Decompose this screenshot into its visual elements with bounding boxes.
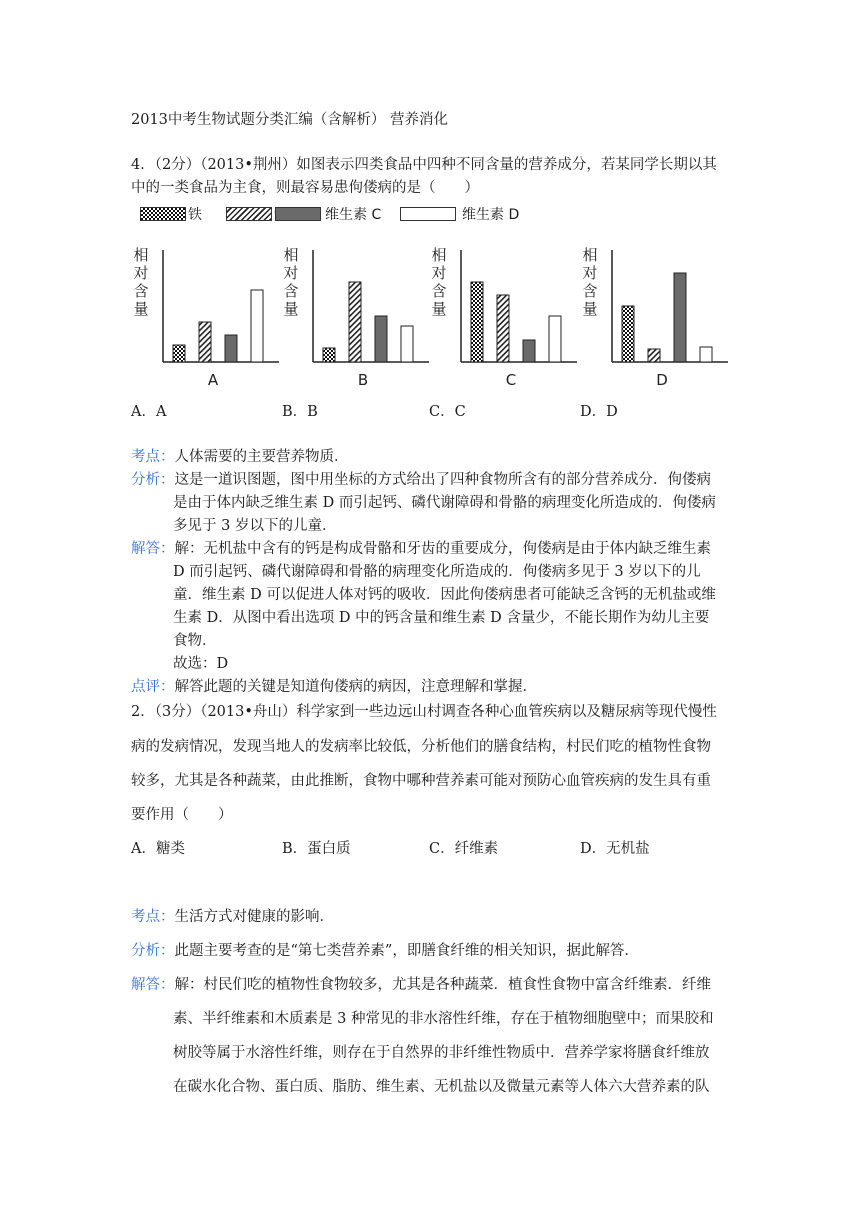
q1-jieda-line2: D 而引起钙、磷代谢障碍和骨骼的病理变化所造成的．佝偻病多见于 3 岁以下的儿 <box>173 564 701 580</box>
q2-jieda-line2: 素、半纤维素和木质素是 3 种常见的非水溶性纤维，存在于植物细胞壁中；而果胶和 <box>173 1011 714 1027</box>
y-axis-label: 对 <box>283 264 299 282</box>
y-axis-label: 含 <box>582 282 598 300</box>
bar-1 <box>471 282 483 362</box>
q1-jieda-line1 <box>131 537 711 558</box>
q1-dianping <box>131 675 537 696</box>
bar-2 <box>648 349 660 362</box>
q2-kaodian <box>131 905 334 926</box>
y-axis-label: 相 <box>431 246 447 264</box>
bar-4 <box>401 326 413 362</box>
q2-fenxi <box>131 939 639 960</box>
q1-stem-line1: 4．（2分）（2013•荆州）如图表示四类食品中四种不同含量的营养成分，若某同学长期以其 <box>131 157 717 173</box>
document-title: 2013中考生物试题分类汇编（含解析） 营养消化 <box>131 112 449 128</box>
q2-stem-line4: 要作用（ ） <box>131 807 233 823</box>
y-axis-label: 相 <box>283 246 299 264</box>
fenxi-label: 分析： <box>131 472 175 488</box>
legend-label: 维生素 D <box>462 207 520 223</box>
q1-fenxi-line3: 多见于 3 岁以下的儿童． <box>173 518 337 534</box>
fenxi-text: 此题主要考查的是“第七类营养素”，即膳食纤维的相关知识，据此解答． <box>174 943 639 959</box>
dianping-label: 点评： <box>131 679 175 695</box>
y-axis-label: 对 <box>133 264 149 282</box>
panel-label: A <box>207 371 219 389</box>
panel-label: D <box>656 371 668 389</box>
bar-3 <box>375 316 387 362</box>
fenxi-text: 这是一道识图题，图中用坐标的方式给出了四种食物所含有的部分营养成分．佝偻病 <box>174 472 711 488</box>
y-axis-label: 量 <box>582 300 598 318</box>
chart-panel-c <box>431 246 577 389</box>
q2-jieda-line4: 在碳水化合物、蛋白质、脂肪、维生素、无机盐以及微量元素等人体六大营养素的队 <box>173 1079 710 1095</box>
bar-4 <box>549 316 561 362</box>
chart-panel-d <box>582 246 728 389</box>
q1-jieda-line5: 食物． <box>173 633 217 649</box>
y-axis-label: 相 <box>133 246 149 264</box>
bar-3 <box>674 273 686 362</box>
nutrient-bar-charts <box>125 240 755 400</box>
q2-jieda-line3: 树胶等属于水溶性纤维，则存在于自然界的非纤维性物质中．营养学家将膳食纤维放 <box>173 1045 710 1061</box>
bar-3 <box>225 335 237 362</box>
kaodian-text: 生活方式对健康的影响． <box>174 909 334 925</box>
y-axis-label: 量 <box>133 300 149 318</box>
legend-swatch-solid-icon <box>275 207 321 221</box>
q1-answer: 故选：D <box>173 656 229 672</box>
y-axis-label: 相 <box>582 246 598 264</box>
q2-option-a[interactable]: A．糖类 <box>131 841 185 857</box>
q1-fenxi-line1 <box>131 468 711 489</box>
q2-stem-line1: 2．（3分）（2013•舟山）科学家到一些边远山村调查各种心血管疾病以及糖尿病等现代慢性 <box>131 704 717 720</box>
bar-1 <box>173 345 185 362</box>
q1-jieda-line4: 生素 D．从图中看出选项 D 中的钙含量和维生素 D 含量少，不能长期作为幼儿主要 <box>173 610 710 626</box>
bar-1 <box>622 306 634 362</box>
chart-panel-b <box>283 246 429 389</box>
chart-panel-a <box>133 246 279 389</box>
q1-option-a[interactable]: A．A <box>131 404 167 420</box>
fenxi-label: 分析： <box>131 943 175 959</box>
legend-swatch-empty-icon <box>400 207 456 221</box>
dianping-text: 解答此题的关键是知道佝偻病的病因，注意理解和掌握． <box>174 679 537 695</box>
bar-2 <box>497 295 509 362</box>
q1-kaodian <box>131 445 349 466</box>
jieda-text: 解：无机盐中含有的钙是构成骨骼和牙齿的重要成分，佝偻病是由于体内缺乏维生素 <box>174 541 711 557</box>
q1-stem-line2: 中的一类食品为主食，则最容易患佝偻病的是（ ） <box>131 180 479 196</box>
y-axis-label: 对 <box>431 264 447 282</box>
panel-label: C <box>505 371 517 389</box>
y-axis-label: 量 <box>283 300 299 318</box>
y-axis-label: 含 <box>431 282 447 300</box>
kaodian-label: 考点： <box>131 909 175 925</box>
legend-swatch-hatch-icon <box>226 207 272 221</box>
q1-jieda-line3: 童．维生素 D 可以促进人体对钙的吸收．因此佝偻病患者可能缺乏含钙的无机盐或维 <box>173 587 716 603</box>
y-axis-label: 对 <box>582 264 598 282</box>
q2-stem-line2: 病的发病情况，发现当地人的发病率比较低，分析他们的膳食结构，村民们吃的植物性食物 <box>131 739 711 755</box>
bar-4 <box>700 347 712 362</box>
q2-option-c[interactable]: C．纤维素 <box>429 841 499 857</box>
legend-swatch-checker-icon <box>140 207 186 221</box>
bar-1 <box>323 348 335 362</box>
bar-4 <box>251 290 263 362</box>
bar-2 <box>199 322 211 362</box>
legend-label: 铁 <box>188 207 202 223</box>
y-axis-label: 含 <box>283 282 299 300</box>
jieda-text: 解：村民们吃的植物性食物较多，尤其是各种蔬菜．植食性食物中富含纤维素．纤维 <box>174 977 711 993</box>
q1-fenxi-line2: 是由于体内缺乏维生素 D 而引起钙、磷代谢障碍和骨骼的病理变化所造成的．佝偻病 <box>173 495 716 511</box>
bar-2 <box>349 282 361 362</box>
q2-option-d[interactable]: D．无机盐 <box>580 841 650 857</box>
bar-3 <box>523 340 535 362</box>
q2-option-b[interactable]: B．蛋白质 <box>282 841 351 857</box>
kaodian-label: 考点： <box>131 449 175 465</box>
kaodian-text: 人体需要的主要营养物质． <box>174 449 349 465</box>
y-axis-label: 含 <box>133 282 149 300</box>
q1-option-c[interactable]: C．C <box>429 404 466 420</box>
y-axis-label: 量 <box>431 300 447 318</box>
panel-label: B <box>357 371 369 389</box>
jieda-label: 解答： <box>131 977 175 993</box>
jieda-label: 解答： <box>131 541 175 557</box>
legend-label: 维生素 C <box>325 207 382 223</box>
q1-option-d[interactable]: D．D <box>580 404 618 420</box>
q1-option-b[interactable]: B．B <box>282 404 318 420</box>
q2-stem-line3: 较多，尤其是各种蔬菜，由此推断，食物中哪种营养素可能对预防心血管疾病的发生具有重 <box>131 773 711 789</box>
q2-jieda-line1 <box>131 973 711 994</box>
